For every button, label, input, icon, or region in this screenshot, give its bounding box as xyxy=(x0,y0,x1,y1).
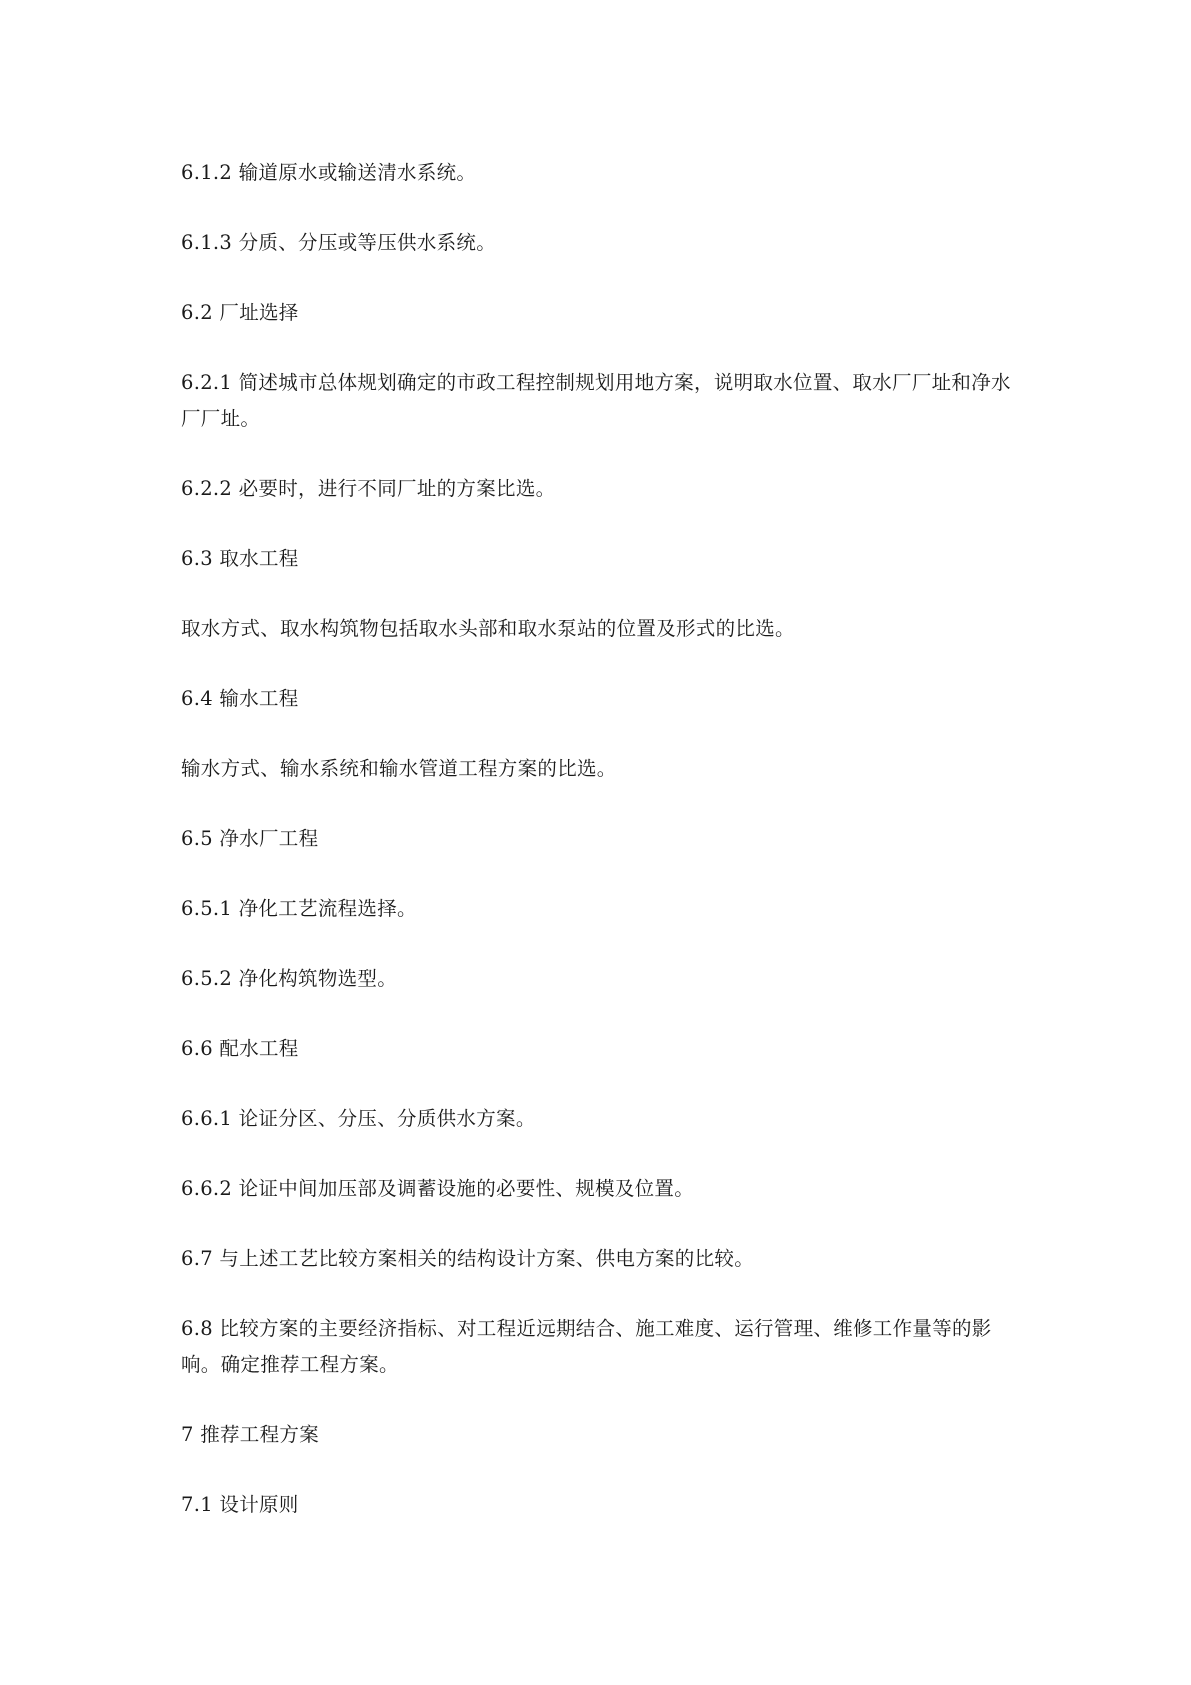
section-heading: 6.4 输水工程 xyxy=(181,687,299,710)
paragraph: 6.8 比较方案的主要经济指标、对工程近远期结合、施工难度、运行管理、维修工作量等的影响。确定推荐工程方案。 xyxy=(181,1317,992,1376)
paragraph: 6.1.2 输道原水或输送清水系统。 xyxy=(181,161,477,184)
section-heading: 6.2 厂址选择 xyxy=(181,301,299,324)
paragraph: 6.1.3 分质、分压或等压供水系统。 xyxy=(181,231,497,254)
section-heading: 6.5 净水厂工程 xyxy=(181,827,319,850)
paragraph: 6.5.1 净化工艺流程选择。 xyxy=(181,897,417,920)
paragraph: 取水方式、取水构筑物包括取水头部和取水泵站的位置及形式的比选。 xyxy=(181,617,795,640)
paragraph: 6.6.2 论证中间加压部及调蓄设施的必要性、规模及位置。 xyxy=(181,1177,695,1200)
document-body xyxy=(181,155,1021,1557)
paragraph: 6.2.2 必要时，进行不同厂址的方案比选。 xyxy=(181,477,556,500)
paragraph: 6.2.1 简述城市总体规划确定的市政工程控制规划用地方案，说明取水位置、取水厂厂址和净水厂厂址。 xyxy=(181,371,1011,430)
section-heading: 7.1 设计原则 xyxy=(181,1493,299,1516)
section-heading: 6.6 配水工程 xyxy=(181,1037,299,1060)
section-heading: 6.3 取水工程 xyxy=(181,547,299,570)
section-heading: 7 推荐工程方案 xyxy=(181,1423,320,1446)
paragraph: 6.5.2 净化构筑物选型。 xyxy=(181,967,398,990)
paragraph: 输水方式、输水系统和输水管道工程方案的比选。 xyxy=(181,757,617,780)
paragraph: 6.6.1 论证分区、分压、分质供水方案。 xyxy=(181,1107,536,1130)
paragraph: 6.7 与上述工艺比较方案相关的结构设计方案、供电方案的比较。 xyxy=(181,1247,755,1270)
